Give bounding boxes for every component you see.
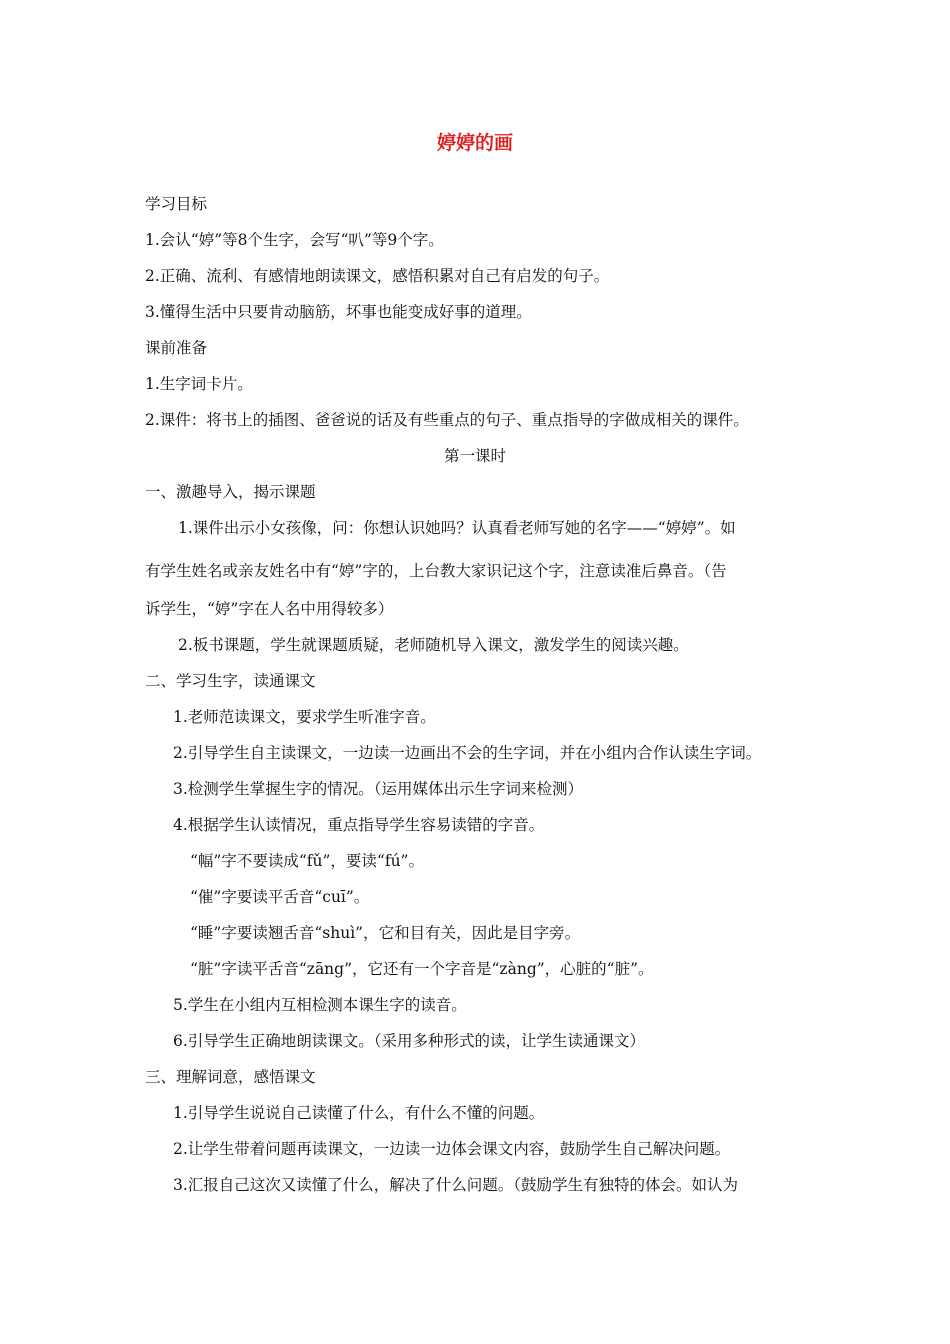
paragraph-line: 诉学生，“婷”字在人名中用得较多） (145, 600, 394, 618)
preparation-item: 2.课件：将书上的插图、爸爸说的话及有些重点的句子、重点指导的字做成相关的课件。 (145, 411, 749, 429)
step-item: 2.让学生带着问题再读课文，一边读一边体会课文内容，鼓励学生自己解决问题。 (173, 1140, 731, 1158)
step-item: 1.老师范读课文，要求学生听准字音。 (173, 708, 436, 726)
goal-item: 1.会认“婷”等8个生字，会写“叭”等9个字。 (145, 231, 444, 249)
document-title: 婷婷的画 (436, 132, 513, 154)
heading-learning-goals: 学习目标 (145, 195, 208, 213)
paragraph-line: 2.板书课题，学生就课题质疑，老师随机导入课文，激发学生的阅读兴趣。 (178, 636, 689, 654)
section-heading: 三、理解词意，感悟课文 (145, 1068, 316, 1086)
step-item: 2.引导学生自主读课文，一边读一边画出不会的生字词，并在小组内合作认读生字词。 (173, 744, 762, 762)
step-item: 3.检测学生掌握生字的情况。（运用媒体出示生字词来检测） (173, 780, 584, 798)
step-item: 3.汇报自己这次又读懂了什么，解决了什么问题。（鼓励学生有独特的体会。如认为 (173, 1176, 739, 1194)
heading-preparation: 课前准备 (145, 339, 208, 357)
step-item: 4.根据学生认读情况，重点指导学生容易读错的字音。 (173, 816, 545, 834)
pronunciation-note: “催”字要读平舌音“cuī”。 (190, 888, 370, 906)
section-heading: 一、激趣导入，揭示课题 (145, 483, 316, 501)
pronunciation-note: “脏”字读平舌音“zāng”，它还有一个字音是“zàng”，心脏的“脏”。 (190, 960, 654, 978)
preparation-item: 1.生字词卡片。 (145, 375, 253, 393)
step-item: 1.引导学生说说自己读懂了什么，有什么不懂的问题。 (173, 1104, 545, 1122)
pronunciation-note: “睡”字要读翘舌音“shuì”，它和目有关，因此是目字旁。 (190, 924, 581, 942)
step-item: 5.学生在小组内互相检测本课生字的读音。 (173, 996, 467, 1014)
paragraph-line: 1.课件出示小女孩像，问：你想认识她吗？认真看老师写她的名字——“婷婷”。如 (178, 519, 736, 537)
goal-item: 3.懂得生活中只要肯动脑筋，坏事也能变成好事的道理。 (145, 303, 532, 321)
step-item: 6.引导学生正确地朗读课文。（采用多种形式的读，让学生读通课文） (173, 1032, 646, 1050)
pronunciation-note: “幅”字不要读成“fǔ”，要读“fú”。 (190, 852, 424, 870)
section-heading: 二、学习生字，读通课文 (145, 672, 316, 690)
goal-item: 2.正确、流利、有感情地朗读课文，感悟积累对自己有启发的句子。 (145, 267, 610, 285)
paragraph-line: 有学生姓名或亲友姓名中有“婷”字的，上台教大家识记这个字，注意读准后鼻音。（告 (145, 562, 727, 580)
lesson-heading: 第一课时 (443, 447, 506, 465)
